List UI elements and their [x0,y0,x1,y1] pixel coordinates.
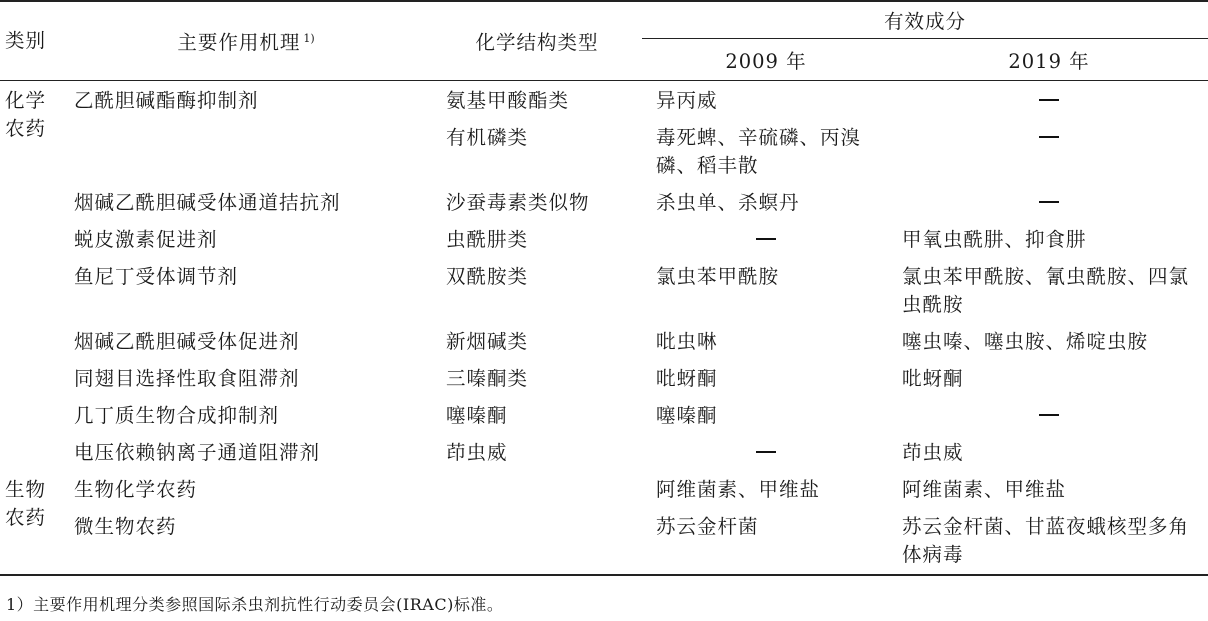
chemical-type-cell: 新烟碱类 [446,330,529,353]
ingredient-2019-cell: 吡蚜酮 [902,367,964,390]
em-dash [1039,99,1059,101]
ingredient-2019-cell: 茚虫威 [902,441,964,464]
table-row [0,472,1208,509]
ingredient-2019-cell: 噻虫嗪、噻虫胺、烯啶虫胺 [902,330,1149,353]
chemical-type-cell: 噻嗪酮 [446,404,508,427]
mechanism-cell: 同翅目选择性取食阻滞剂 [74,367,300,390]
table-body [0,81,1208,576]
mechanism-cell: 微生物农药 [60,509,432,575]
ingredient-2009-cell: 毒死蜱、辛硫磷、丙溴 磷、稻丰散 [656,126,862,177]
ingredient-2009-cell: 阿维菌素、甲维盐 [656,478,821,501]
ingredient-2019-cell [890,120,1208,185]
ingredient-2009-cell [642,435,890,472]
mechanism-cell: 电压依赖钠离子通道阻滞剂 [74,441,321,464]
mechanism-cell [60,120,432,185]
ingredient-2009-cell: 吡虫啉 [656,330,718,353]
header-year-2009: 2009 年 [642,39,890,81]
table-row [0,361,1208,398]
ingredient-2009-cell: 苏云金杆菌 [642,509,890,575]
ingredient-2009-cell: 噻嗪酮 [656,404,718,427]
table-row [0,81,1208,121]
header-category: 类别 [0,1,60,81]
chemical-type-cell [432,472,642,509]
category-cell: 生物 农药 [0,472,60,575]
table-row [0,398,1208,435]
table-row [0,222,1208,259]
ingredient-2019-cell: 阿维菌素、甲维盐 [902,478,1067,501]
ingredient-2009-cell: 异丙威 [656,89,718,112]
em-dash [756,238,776,240]
chemical-type-cell: 沙蚕毒素类似物 [446,191,590,214]
table-row [0,324,1208,361]
header-chemical-type: 化学结构类型 [432,1,642,81]
em-dash [1039,414,1059,416]
mechanism-cell: 鱼尼丁受体调节剂 [74,265,239,288]
em-dash [1039,136,1059,138]
chemical-type-cell: 三嗪酮类 [446,367,529,390]
chemical-type-cell: 氨基甲酸酯类 [446,89,570,112]
table-row [0,185,1208,222]
ingredient-2009-cell: 氯虫苯甲酰胺 [656,265,780,288]
ingredient-2019-cell [890,185,1208,222]
mechanism-cell: 烟碱乙酰胆碱受体通道拮抗剂 [74,191,341,214]
footnote-mark: 1) [303,31,315,45]
chemical-type-cell: 有机磷类 [446,126,529,149]
mechanism-cell: 几丁质生物合成抑制剂 [74,404,280,427]
table-row [0,259,1208,324]
ingredient-2009-cell: 吡蚜酮 [656,367,718,390]
em-dash [1039,201,1059,203]
ingredient-2019-cell [890,398,1208,435]
ingredient-2019-cell [890,81,1208,121]
em-dash [756,451,776,453]
footnote: 1）主要作用机理分类参照国际杀虫剂抗性行动委员会(IRAC)标准。 [6,595,504,614]
table-row [0,435,1208,472]
category-cell: 化学 农药 [5,89,47,140]
chemical-type-cell: 虫酰肼类 [446,228,529,251]
chemical-type-cell [432,509,642,575]
table-row [0,120,1208,185]
ingredient-2019-cell: 苏云金杆菌、甘蓝夜蛾核型多角 体病毒 [890,509,1208,575]
chemical-type-cell: 茚虫威 [446,441,508,464]
chemical-type-cell: 双酰胺类 [446,265,529,288]
mechanism-cell: 烟碱乙酰胆碱受体促进剂 [74,330,300,353]
table-row [0,509,1208,575]
ingredient-2019-cell: 氯虫苯甲酰胺、氰虫酰胺、四氯 虫酰胺 [902,265,1190,316]
ingredient-2009-cell [642,222,890,259]
ingredient-2009-cell: 杀虫单、杀螟丹 [656,191,800,214]
mechanism-cell: 蜕皮激素促进剂 [74,228,218,251]
ingredient-2019-cell: 甲氧虫酰肼、抑食肼 [902,228,1087,251]
mechanism-cell: 乙酰胆碱酯酶抑制剂 [74,89,259,112]
header-mechanism: 主要作用机理 $^{1)}$ [60,1,432,81]
header-active-ingredients: 有效成分 [642,1,1208,39]
mechanism-cell: 生物化学农药 [74,478,198,501]
header-year-2019: 2019 年 [890,39,1208,81]
